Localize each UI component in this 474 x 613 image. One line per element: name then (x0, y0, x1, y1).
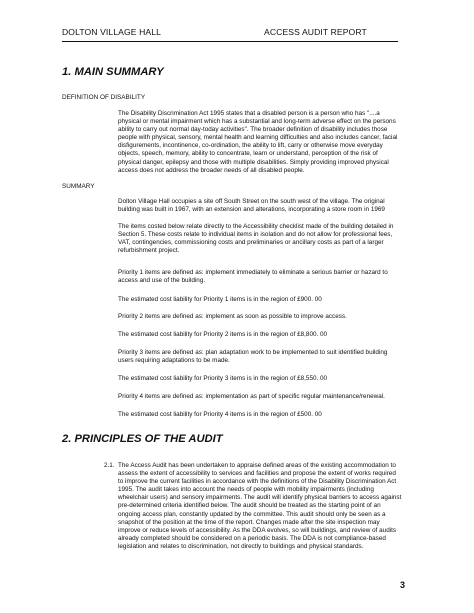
definition-heading: DEFINITION OF DISABILITY (62, 94, 146, 101)
priority-2-definition: Priority 2 items are defined as: implement as soon as possible to improve access. (118, 313, 347, 320)
priority-2-cost: The estimated cost liability for Priority 2 items is in the region of £8,800. 00 (118, 331, 328, 338)
section-1-heading: 1. MAIN SUMMARY (62, 66, 164, 78)
priority-1-definition: Priority 1 items are defined as: implement immediately to eliminate a serious barrier or hazard to access and use of the building. (118, 269, 388, 285)
page-number: 3 (400, 580, 406, 590)
summary-paragraph-2: The items costed below relate directly to the Accessibility checklist made of the building detailed in Section 5. These costs relate to individual items in isolation and do not allow for professional fees, VAT, contingencies, commissioning costs and preliminaries or ancillary costs as part of a larger refurbishment project. (118, 223, 394, 255)
priority-4-cost: The estimated cost liability for Priority 4 items is in the region of £500. 00 (118, 411, 322, 418)
priority-3-cost: The estimated cost liability for Priority 3 items is in the region of £8,550. 00 (118, 375, 328, 382)
definition-paragraph: The Disability Discrimination Act 1995 states that a disabled person is a person who has "....a physical or mental impairment which has a substantial and long-term adverse effect on the persons ability to carry out normal day-today activities". The broader definition of disability includes those people with physical, sensory, mental health and learning difficulties and also includes cancer, facial disfigurements, incontinence, co-ordination, the ability to lift, carry or otherwise move everyday objects, speech, memory, ability to concentrate, learn or understand, perception of the risk of physical danger, epilepsy and those with multiple disabilities. Simply providing improved physical access does not address the broader needs of all disabled people. (118, 110, 398, 174)
audit-principles-paragraph: The Access Audit has been undertaken to appraise defined areas of the existing accommodation to assess the extent of accessibility to services and facilities and propose the extent of works required to improve the current facilities in accordance with the definitions of the Disability Discrimination Act 1995. The audit takes into account the needs of people with mobility impairments (including wheelchair users) and sensory impairments. The audit will identify physical barriers to access against pre-determined criteria identified below. The audit should be treated as the starting point of an ongoing access plan, constantly updated by the committee. This audit should only be seen as a snapshot of the position at the time of the report. Changes made after the site inspection may improve or reduce levels of accessibility. As the DDA evolves, so will buildings, and review of audits already completed should be considered on a periodic basis. The DDA is not compliance-based legislation and relates to discrimination, not directly to buildings and physical standards. (118, 462, 402, 550)
header-organization: DOLTON VILLAGE HALL (62, 27, 162, 37)
summary-paragraph-1: Dolton Village Hall occupies a site off South Street on the south west of the village. The original building was built in 1967, with an extension and alterations, incorporating a store room in 1969 (118, 198, 385, 214)
summary-heading: SUMMARY (62, 183, 95, 190)
item-number: 2.1. (104, 462, 115, 469)
priority-4-definition: Priority 4 items are defined as: implementation as part of specific regular maintenance/renewal. (118, 393, 385, 400)
page-header (62, 26, 398, 42)
section-2-heading: 2. PRINCIPLES OF THE AUDIT (62, 433, 223, 445)
priority-3-definition: Priority 3 items are defined as: plan adaptation work to be implemented to suit identified building users requiring adaptations to be made. (118, 349, 388, 365)
header-report-title: ACCESS AUDIT REPORT (264, 27, 367, 37)
priority-1-cost: The estimated cost liability for Priority 1 items is in the region of £900. 00 (118, 296, 322, 303)
